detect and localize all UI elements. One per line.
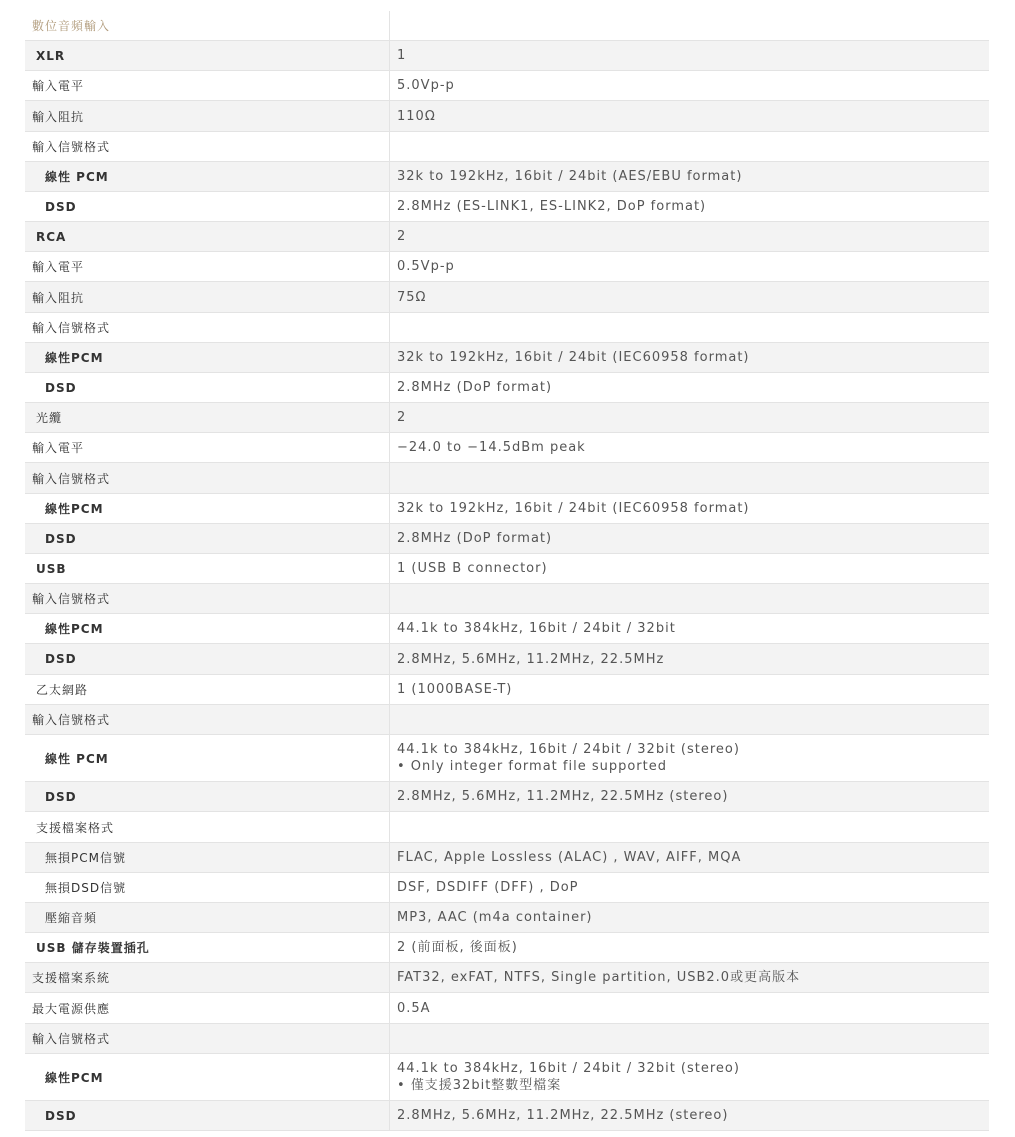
spec-row — [25, 584, 989, 614]
spec-value-line: 1 — [397, 48, 407, 63]
spec-label: 輸入信號格式 — [25, 705, 390, 734]
spec-label: 線性 PCM — [25, 735, 390, 781]
spec-label: 輸入信號格式 — [25, 1024, 390, 1053]
spec-label: 線性PCM — [25, 1054, 390, 1100]
spec-label: DSD — [25, 644, 390, 674]
spec-value-line: 0.5A — [397, 1000, 431, 1016]
spec-value-line: MP3, AAC (m4a container) — [397, 910, 593, 925]
spec-value-line: 32k to 192kHz, 16bit / 24bit (AES/EBU format) — [397, 169, 743, 184]
spec-row — [25, 873, 989, 903]
spec-row — [25, 843, 989, 873]
spec-label: 線性PCM — [25, 343, 390, 372]
spec-row — [25, 1101, 989, 1131]
spec-value — [390, 584, 989, 613]
spec-value — [390, 403, 989, 432]
spec-value-line: FAT32, exFAT, NTFS, Single partition, USB2.0或更高版本 — [397, 970, 801, 985]
spec-row — [25, 433, 989, 463]
spec-row — [25, 373, 989, 403]
spec-row — [25, 782, 989, 812]
spec-row — [25, 675, 989, 705]
spec-table — [25, 11, 989, 1131]
spec-row — [25, 403, 989, 433]
spec-value-line: 5.0Vp-p — [397, 78, 455, 93]
spec-row — [25, 963, 989, 993]
spec-row — [25, 71, 989, 101]
spec-label: DSD — [25, 782, 390, 811]
spec-label: USB — [25, 554, 390, 583]
spec-value-line: 0.5Vp-p — [397, 259, 455, 274]
spec-value — [390, 132, 989, 161]
spec-value-line: 2.8MHz (DoP format) — [397, 380, 553, 395]
spec-value-line: DSF, DSDIFF (DFF) , DoP — [397, 880, 579, 895]
spec-value — [390, 933, 989, 962]
spec-value — [390, 1024, 989, 1053]
spec-label: 輸入電平 — [25, 252, 390, 281]
section-header-row — [25, 11, 989, 41]
spec-label: XLR — [25, 41, 390, 70]
spec-value — [390, 963, 989, 992]
spec-value — [390, 373, 989, 402]
spec-rows — [25, 41, 989, 1131]
spec-row — [25, 162, 989, 192]
spec-value-line: 2.8MHz, 5.6MHz, 11.2MHz, 22.5MHz (stereo) — [397, 1108, 729, 1123]
spec-value — [390, 41, 989, 70]
spec-value-line: 32k to 192kHz, 16bit / 24bit (IEC60958 format) — [397, 350, 750, 365]
spec-label: 線性 PCM — [25, 162, 390, 191]
spec-value-line: 2.8MHz (ES-LINK1, ES-LINK2, DoP format) — [397, 199, 707, 214]
spec-value-line: 2.8MHz, 5.6MHz, 11.2MHz, 22.5MHz — [397, 651, 665, 667]
spec-value-line: FLAC, Apple Lossless (ALAC) , WAV, AIFF, MQA — [397, 850, 742, 865]
spec-row — [25, 222, 989, 252]
spec-value — [390, 812, 989, 842]
spec-row — [25, 735, 989, 782]
spec-label: 支援檔案格式 — [25, 812, 390, 842]
spec-row — [25, 524, 989, 554]
spec-label: 輸入信號格式 — [25, 463, 390, 493]
spec-label: 最大電源供應 — [25, 993, 390, 1023]
spec-value — [390, 162, 989, 191]
spec-value — [390, 675, 989, 704]
section-header-label: 數位音頻輸入 — [25, 11, 390, 40]
spec-value — [390, 71, 989, 100]
spec-value — [390, 1054, 989, 1100]
spec-value-line: 1 (1000BASE-T) — [397, 682, 513, 697]
spec-row — [25, 705, 989, 735]
spec-value — [390, 873, 989, 902]
spec-label: 乙太網路 — [25, 675, 390, 704]
spec-label: DSD — [25, 192, 390, 221]
spec-row — [25, 313, 989, 343]
spec-value — [390, 433, 989, 462]
spec-value — [390, 614, 989, 643]
spec-row — [25, 343, 989, 373]
spec-value — [390, 705, 989, 734]
spec-label: 光纜 — [25, 403, 390, 432]
spec-value — [390, 313, 989, 342]
spec-row — [25, 933, 989, 963]
spec-value — [390, 993, 989, 1023]
spec-value-line: 1 (USB B connector) — [397, 561, 548, 576]
spec-row — [25, 993, 989, 1024]
spec-value-line: 2 — [397, 229, 407, 244]
spec-row — [25, 1054, 989, 1101]
spec-label: DSD — [25, 1101, 390, 1130]
spec-row — [25, 903, 989, 933]
spec-label: 輸入電平 — [25, 71, 390, 100]
spec-value-line: 44.1k to 384kHz, 16bit / 24bit / 32bit (stereo) — [397, 1061, 740, 1076]
section-header-value — [390, 11, 989, 40]
spec-value-note: • 僅支援32bit整數型檔案 — [397, 1078, 562, 1093]
spec-value — [390, 782, 989, 811]
spec-row — [25, 132, 989, 162]
spec-value — [390, 644, 989, 674]
spec-label: 輸入阻抗 — [25, 101, 390, 131]
spec-value — [390, 1101, 989, 1130]
spec-row — [25, 494, 989, 524]
spec-row — [25, 252, 989, 282]
spec-label: 無損DSD信號 — [25, 873, 390, 902]
spec-value-line: 2.8MHz, 5.6MHz, 11.2MHz, 22.5MHz (stereo) — [397, 789, 729, 804]
spec-label: 支援檔案系統 — [25, 963, 390, 992]
spec-value-line: 75Ω — [397, 289, 427, 305]
spec-row — [25, 282, 989, 313]
spec-row — [25, 812, 989, 843]
spec-value — [390, 903, 989, 932]
spec-value-line: 32k to 192kHz, 16bit / 24bit (IEC60958 format) — [397, 501, 750, 516]
spec-value-line: −24.0 to −14.5dBm peak — [397, 440, 586, 455]
spec-label: 輸入電平 — [25, 433, 390, 462]
spec-value — [390, 463, 989, 493]
spec-label: USB 儲存裝置插孔 — [25, 933, 390, 962]
spec-value-line: 110Ω — [397, 108, 436, 124]
spec-value — [390, 222, 989, 251]
spec-row — [25, 1024, 989, 1054]
spec-value — [390, 735, 989, 781]
spec-value-line: 44.1k to 384kHz, 16bit / 24bit / 32bit — [397, 621, 676, 636]
spec-row — [25, 614, 989, 644]
spec-label: 無損PCM信號 — [25, 843, 390, 872]
spec-label: RCA — [25, 222, 390, 251]
spec-label: 輸入信號格式 — [25, 313, 390, 342]
spec-label: 輸入阻抗 — [25, 282, 390, 312]
spec-value — [390, 101, 989, 131]
spec-label: 壓縮音頻 — [25, 903, 390, 932]
spec-value-line: 2.8MHz (DoP format) — [397, 531, 553, 546]
spec-label: 線性PCM — [25, 614, 390, 643]
spec-value — [390, 524, 989, 553]
spec-value-note: • Only integer format file supported — [397, 759, 667, 774]
spec-label: 線性PCM — [25, 494, 390, 523]
spec-value-line: 2 (前面板, 後面板) — [397, 940, 518, 955]
spec-value-line: 44.1k to 384kHz, 16bit / 24bit / 32bit (stereo) — [397, 742, 740, 757]
spec-value — [390, 554, 989, 583]
spec-value-line: 2 — [397, 410, 407, 425]
spec-row — [25, 101, 989, 132]
spec-row — [25, 41, 989, 71]
spec-row — [25, 463, 989, 494]
spec-value — [390, 252, 989, 281]
spec-value — [390, 282, 989, 312]
spec-value — [390, 192, 989, 221]
spec-row — [25, 554, 989, 584]
spec-row — [25, 192, 989, 222]
spec-row — [25, 644, 989, 675]
spec-value — [390, 343, 989, 372]
spec-label: 輸入信號格式 — [25, 584, 390, 613]
spec-value — [390, 494, 989, 523]
spec-value — [390, 843, 989, 872]
spec-label: DSD — [25, 524, 390, 553]
spec-label: 輸入信號格式 — [25, 132, 390, 161]
spec-label: DSD — [25, 373, 390, 402]
